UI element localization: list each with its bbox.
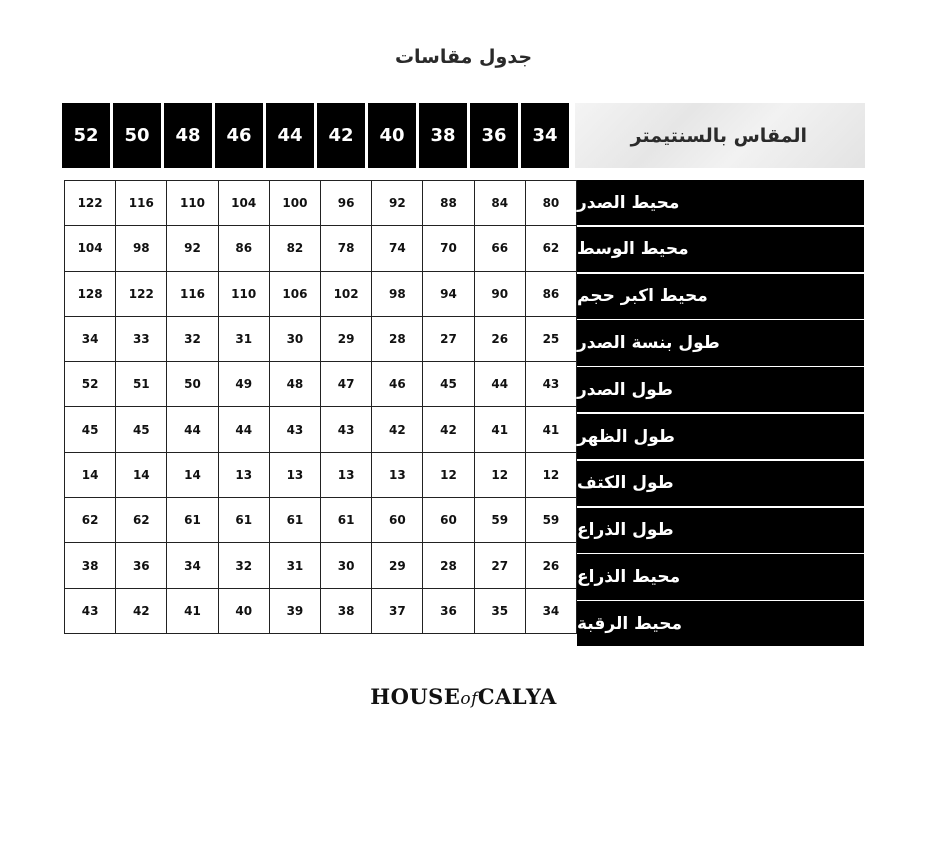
table-cell: 70 [423,226,474,271]
table-cell: 62 [116,498,167,543]
table-cell: 34 [526,589,577,634]
table-cell: 43 [526,362,577,407]
table-cell: 30 [321,543,372,588]
table-cell: 32 [219,543,270,588]
table-cell: 51 [116,362,167,407]
table-cell: 26 [526,543,577,588]
table-cell: 45 [116,407,167,452]
table-row [65,362,577,407]
table-row [65,543,577,588]
table-cell: 74 [372,226,423,271]
table-cell: 45 [423,362,474,407]
table-cell: 35 [475,589,526,634]
table-cell: 31 [219,317,270,362]
table-cell: 37 [372,589,423,634]
table-cell: 41 [167,589,218,634]
table-cell: 48 [270,362,321,407]
row-label: محيط الصدر [577,180,864,225]
measurement-labels [577,180,864,648]
size-header-cell: 48 [164,103,212,168]
row-label: محيط الذراع [577,554,864,599]
table-cell: 27 [423,317,474,362]
table-cell: 116 [116,181,167,226]
table-row [65,226,577,271]
table-cell: 61 [321,498,372,543]
table-cell: 61 [167,498,218,543]
table-cell: 44 [475,362,526,407]
table-cell: 94 [423,272,474,317]
size-header-row [62,103,572,168]
table-cell: 25 [526,317,577,362]
table-cell: 28 [423,543,474,588]
size-header-cell: 36 [470,103,518,168]
size-header-cell: 46 [215,103,263,168]
size-header-cell: 42 [317,103,365,168]
page-title: جدول مقاسات [394,46,533,68]
size-header-cell: 38 [419,103,467,168]
row-label: محيط الوسط [577,227,864,272]
table-cell: 12 [423,453,474,498]
table-cell: 82 [270,226,321,271]
table-cell: 43 [65,589,116,634]
row-label: محيط الرقبة [577,601,864,646]
table-cell: 40 [219,589,270,634]
table-cell: 30 [270,317,321,362]
table-cell: 27 [475,543,526,588]
table-cell: 60 [423,498,474,543]
table-cell: 92 [167,226,218,271]
table-cell: 110 [167,181,218,226]
table-row [65,272,577,317]
table-cell: 29 [321,317,372,362]
table-cell: 38 [65,543,116,588]
table-cell: 60 [372,498,423,543]
table-cell: 26 [475,317,526,362]
table-cell: 44 [167,407,218,452]
table-cell: 14 [116,453,167,498]
table-cell: 96 [321,181,372,226]
table-cell: 62 [526,226,577,271]
table-cell: 78 [321,226,372,271]
row-label: طول الصدر [577,367,864,412]
table-cell: 32 [167,317,218,362]
logo-of: of [460,689,478,709]
row-label: محيط اكبر حجم [577,274,864,319]
table-cell: 106 [270,272,321,317]
table-cell: 104 [219,181,270,226]
table-cell: 14 [167,453,218,498]
table-cell: 100 [270,181,321,226]
table-cell: 14 [65,453,116,498]
table-cell: 42 [116,589,167,634]
table-cell: 45 [65,407,116,452]
table-cell: 128 [65,272,116,317]
table-cell: 92 [372,181,423,226]
table-cell: 43 [270,407,321,452]
table-cell: 13 [321,453,372,498]
size-header-cell: 44 [266,103,314,168]
logo-calya: CALYA [477,684,557,709]
table-cell: 12 [526,453,577,498]
table-cell: 36 [116,543,167,588]
table-cell: 49 [219,362,270,407]
table-cell: 36 [423,589,474,634]
table-cell: 13 [219,453,270,498]
table-cell: 28 [372,317,423,362]
table-cell: 98 [372,272,423,317]
row-label: طول الكتف [577,461,864,506]
table-cell: 122 [116,272,167,317]
table-cell: 116 [167,272,218,317]
table-cell: 44 [219,407,270,452]
table-cell: 88 [423,181,474,226]
table-cell: 39 [270,589,321,634]
table-row [65,589,577,634]
size-header-cell: 40 [368,103,416,168]
table-cell: 42 [372,407,423,452]
row-label: طول الذراع [577,508,864,553]
table-cell: 47 [321,362,372,407]
table-cell: 59 [526,498,577,543]
table-cell: 34 [65,317,116,362]
table-cell: 33 [116,317,167,362]
brand-logo [0,684,927,709]
table-cell: 59 [475,498,526,543]
table-cell: 46 [372,362,423,407]
size-header-label: المقاس بالسنتيمتر [575,103,865,168]
table-cell: 122 [65,181,116,226]
table-row [65,498,577,543]
table-cell: 66 [475,226,526,271]
table-row [65,453,577,498]
table-cell: 34 [167,543,218,588]
table-cell: 110 [219,272,270,317]
table-cell: 52 [65,362,116,407]
measurement-grid [64,180,577,634]
table-cell: 61 [270,498,321,543]
table-cell: 86 [526,272,577,317]
table-cell: 102 [321,272,372,317]
table-cell: 13 [270,453,321,498]
size-header-cell: 50 [113,103,161,168]
table-cell: 62 [65,498,116,543]
table-row [65,181,577,226]
table-cell: 13 [372,453,423,498]
size-header-cell: 34 [521,103,569,168]
table-cell: 86 [219,226,270,271]
table-cell: 31 [270,543,321,588]
table-cell: 43 [321,407,372,452]
table-cell: 61 [219,498,270,543]
table-cell: 80 [526,181,577,226]
table-row [65,407,577,452]
table-cell: 42 [423,407,474,452]
row-label: طول الظهر [577,414,864,459]
table-cell: 84 [475,181,526,226]
table-cell: 50 [167,362,218,407]
table-cell: 12 [475,453,526,498]
logo-house: HOUSE [370,684,461,709]
table-cell: 41 [475,407,526,452]
table-cell: 29 [372,543,423,588]
table-cell: 41 [526,407,577,452]
table-row [65,317,577,362]
table-cell: 98 [116,226,167,271]
size-header-cell: 52 [62,103,110,168]
table-cell: 104 [65,226,116,271]
table-cell: 90 [475,272,526,317]
row-label: طول بنسة الصدر [577,320,864,365]
table-cell: 38 [321,589,372,634]
